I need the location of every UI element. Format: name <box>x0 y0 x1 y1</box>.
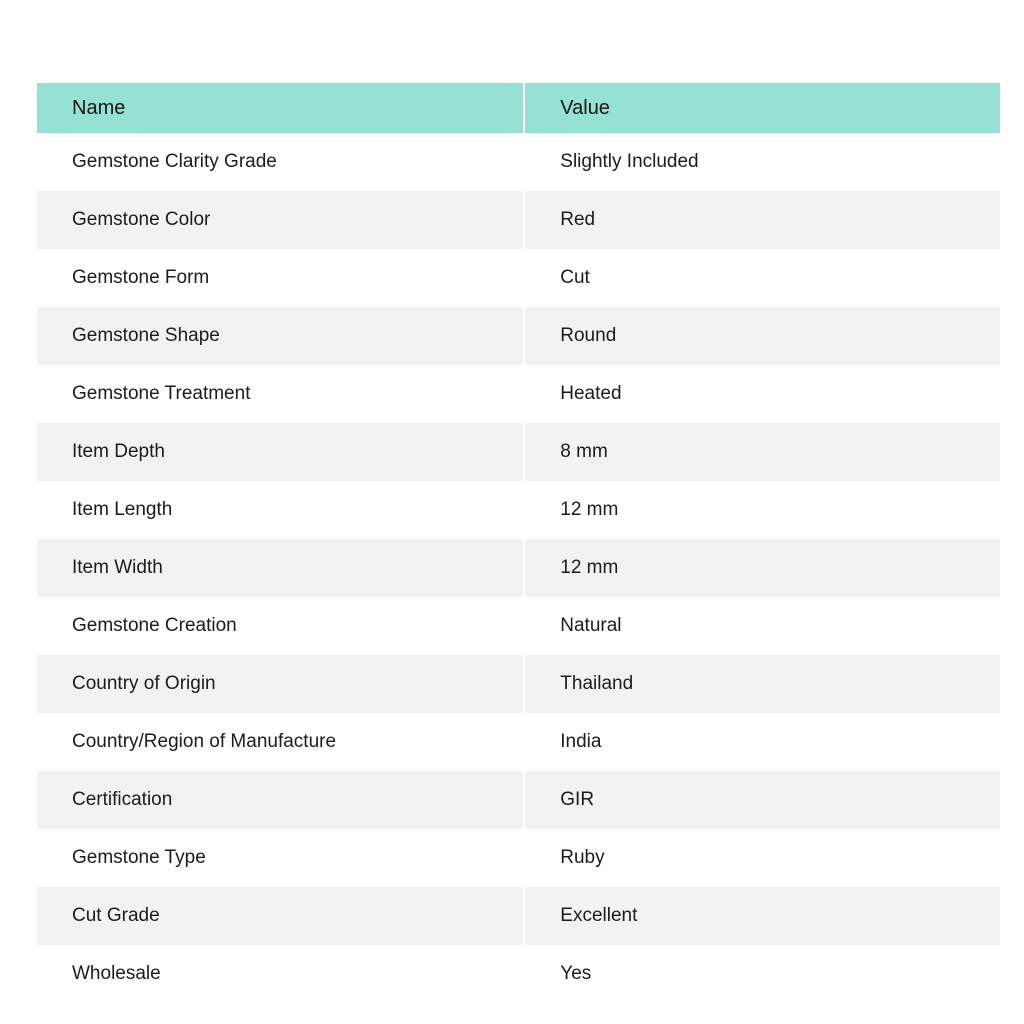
value-cell: Yes <box>524 945 1000 1003</box>
value-cell: Slightly Included <box>524 133 1000 191</box>
name-cell: Gemstone Creation <box>37 597 524 655</box>
name-cell: Certification <box>37 771 524 829</box>
table-row <box>37 539 1000 597</box>
table-row <box>37 597 1000 655</box>
table-row <box>37 249 1000 307</box>
value-cell: Cut <box>524 249 1000 307</box>
name-cell: Gemstone Type <box>37 829 524 887</box>
table-body <box>37 133 1000 1003</box>
table-row <box>37 655 1000 713</box>
name-cell: Cut Grade <box>37 887 524 945</box>
value-cell: 12 mm <box>524 539 1000 597</box>
item-specifics-table <box>37 83 1000 1003</box>
name-cell: Gemstone Treatment <box>37 365 524 423</box>
value-cell: Natural <box>524 597 1000 655</box>
table-row <box>37 713 1000 771</box>
name-cell: Country of Origin <box>37 655 524 713</box>
table-row <box>37 133 1000 191</box>
value-cell: India <box>524 713 1000 771</box>
table-row <box>37 423 1000 481</box>
table-row <box>37 307 1000 365</box>
value-cell: Ruby <box>524 829 1000 887</box>
value-cell: Thailand <box>524 655 1000 713</box>
table-header <box>37 83 1000 133</box>
table-row <box>37 945 1000 1003</box>
table-row <box>37 771 1000 829</box>
value-cell: GIR <box>524 771 1000 829</box>
header-row <box>37 83 1000 133</box>
table-row <box>37 887 1000 945</box>
table-row <box>37 481 1000 539</box>
name-cell: Gemstone Shape <box>37 307 524 365</box>
table-row <box>37 365 1000 423</box>
name-cell: Item Width <box>37 539 524 597</box>
table-row <box>37 191 1000 249</box>
name-cell: Gemstone Form <box>37 249 524 307</box>
value-cell: 8 mm <box>524 423 1000 481</box>
value-cell: Excellent <box>524 887 1000 945</box>
name-cell: Gemstone Clarity Grade <box>37 133 524 191</box>
header-cell-name: Name <box>37 83 524 133</box>
name-cell: Gemstone Color <box>37 191 524 249</box>
value-cell: Red <box>524 191 1000 249</box>
header-cell-value: Value <box>524 83 1000 133</box>
name-cell: Item Length <box>37 481 524 539</box>
table-row <box>37 829 1000 887</box>
value-cell: 12 mm <box>524 481 1000 539</box>
value-cell: Heated <box>524 365 1000 423</box>
value-cell: Round <box>524 307 1000 365</box>
name-cell: Country/Region of Manufacture <box>37 713 524 771</box>
name-cell: Item Depth <box>37 423 524 481</box>
name-cell: Wholesale <box>37 945 524 1003</box>
